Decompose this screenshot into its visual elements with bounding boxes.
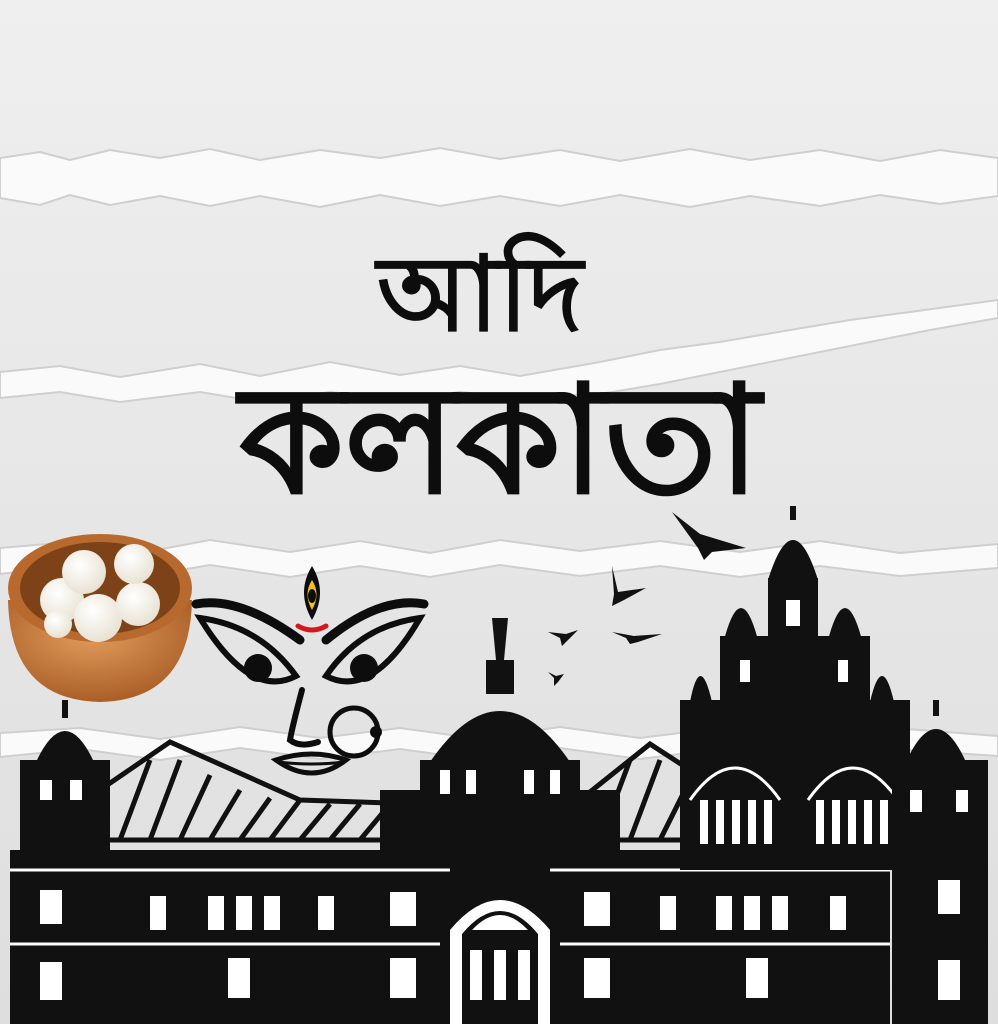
- title-line-1: আদি: [377, 233, 583, 355]
- rasgulla-pot-icon: [8, 534, 192, 702]
- title-line-2: কলকাতা: [239, 354, 761, 528]
